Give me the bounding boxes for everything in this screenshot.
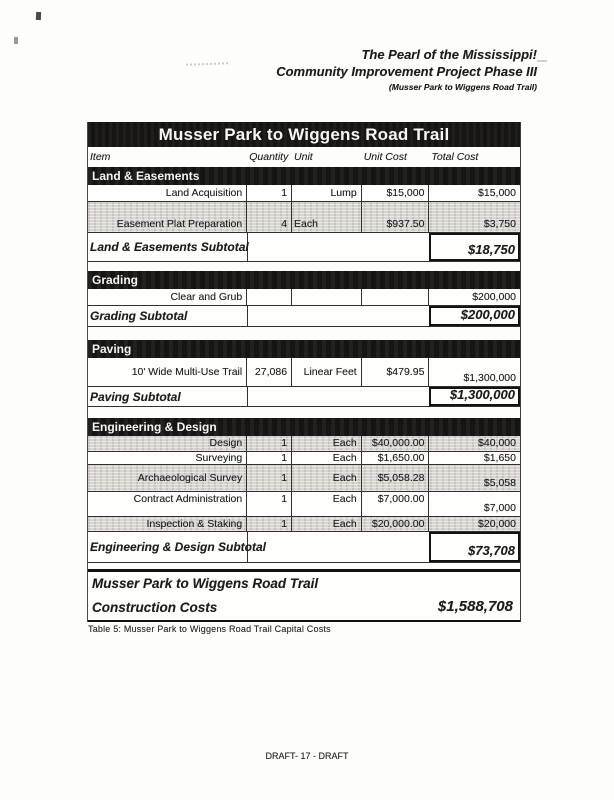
section-rows [88,185,520,233]
scan-artifact-smudge [186,56,228,65]
scan-artifact-speck [14,37,18,44]
section-subtotal-row [88,233,520,262]
cell-total-cost: $20,000 [478,517,516,530]
table-row [88,289,520,306]
cell-unit-cost: $5,058.28 [362,465,430,491]
cell-item: Archaeological Survey [88,465,247,491]
section-subtotal-row [88,387,520,407]
table-sections [88,167,520,563]
cell-unit-cost: $937.50 [362,202,430,232]
header-project-line: Community Improvement Project Phase III [276,64,537,79]
cell-unit: Each [292,436,362,451]
cell-unit-cost: $7,000.00 [362,492,430,516]
table-row [88,452,520,465]
col-header-item: Item [90,151,111,163]
cell-quantity: 1 [247,436,292,451]
subtotal-label: Paving Subtotal [88,387,248,406]
cell-total-cost: $15,000 [478,186,516,199]
cell-unit: Each [292,492,362,516]
grand-total-value: $1,588,708 [437,598,513,615]
subtotal-label: Land & Easements Subtotal [88,233,248,261]
cell-quantity: 1 [247,465,292,491]
subtotal-value: $200,000 [429,306,520,326]
cell-total-cost: $200,000 [472,290,516,303]
section-header-bar: Grading [88,271,520,289]
section-subtotal-row [88,306,520,327]
cell-quantity: 27,086 [247,358,292,386]
subtotal-label: Grading Subtotal [88,306,248,326]
cell-total-cost: $1,650 [483,451,516,464]
cell-item: Inspection & Staking [88,517,247,531]
document-header [276,46,537,93]
cell-total-cost: $7,000 [483,502,516,514]
cell-unit [292,289,362,305]
section-rows [88,358,520,387]
cell-total-cost: $1,300,000 [463,372,516,384]
cell-item: Design [88,436,247,451]
cell-unit: Each [292,517,362,531]
table-title-bar: Musser Park to Wiggens Road Trail [88,122,520,147]
cell-item: Surveying [88,452,247,464]
cell-unit: Each [292,202,362,232]
section-header-bar: Engineering & Design [88,418,520,436]
col-header-unit: Unit [294,151,313,163]
cell-quantity [247,289,292,305]
cell-quantity: 1 [247,452,292,464]
cell-unit: Linear Feet [292,358,362,386]
subtotal-value: $18,750 [429,233,520,261]
cell-total-cost: $5,058 [483,477,516,489]
cell-quantity: 1 [247,492,292,516]
cell-unit-cost: $20,000.00 [362,517,430,531]
section-rows [88,436,520,532]
subtotal-value: $1,300,000 [429,387,520,406]
cell-item: Land Acquisition [88,185,247,201]
table-row [88,358,520,387]
cell-total-cost: $3,750 [483,218,516,230]
cell-unit-cost: $40,000.00 [362,436,430,451]
col-header-quantity: Quantity [249,151,289,163]
table-row [88,436,520,452]
header-title-line: The Pearl of the Mississippi! [361,47,537,62]
cell-quantity: 4 [247,202,292,232]
cell-unit-cost: $15,000 [362,185,430,201]
cell-item: Contract Administration [88,492,247,516]
cost-table [87,122,521,622]
table-section [88,167,520,262]
scan-artifact-smudge [537,60,547,62]
cell-quantity: 1 [247,185,292,201]
subtotal-value: $73,708 [429,532,520,562]
cell-total-cost: $40,000 [478,437,516,449]
subtotal-spacer [248,306,429,326]
section-rows [88,289,520,306]
grand-total-row [88,569,520,622]
table-caption: Table 5: Musser Park to Wiggens Road Trail Capital Costs [88,624,331,634]
grand-total-label-line2: Construction Costs [92,600,218,615]
cell-unit-cost [362,289,430,305]
cell-quantity: 1 [247,517,292,531]
table-row [88,517,520,532]
section-header-bar: Paving [88,340,520,358]
scan-artifact-speck [36,12,41,20]
cell-unit: Each [292,452,362,464]
table-row [88,465,520,492]
cell-unit: Each [292,465,362,491]
cell-unit-cost: $479.95 [362,358,430,386]
subtotal-spacer [248,233,429,261]
table-section [88,418,520,563]
col-header-unit-cost: Unit Cost [363,151,407,163]
section-subtotal-row [88,532,520,563]
table-row [88,202,520,233]
table-row [88,492,520,517]
subtotal-label: Engineering & Design Subtotal [88,532,248,562]
cell-unit-cost: $1,650.00 [362,452,430,464]
grand-total-label-line1: Musser Park to Wiggens Road Trail [92,576,319,591]
cell-item: Easement Plat Preparation [88,202,247,232]
cell-unit: Lump [292,185,362,201]
header-subtitle-line: (Musser Park to Wiggens Road Trail) [388,82,537,92]
page-footer: DRAFT- 17 - DRAFT [265,751,349,761]
table-column-header-row [88,147,520,167]
section-header-bar: Land & Easements [88,167,520,185]
col-header-total-cost: Total Cost [431,151,479,163]
cell-item: 10' Wide Multi-Use Trail [88,358,247,386]
table-row [88,185,520,202]
table-section [88,271,520,327]
subtotal-spacer [248,387,429,406]
cell-item: Clear and Grub [88,289,247,305]
table-section [88,340,520,407]
subtotal-spacer [248,532,429,562]
